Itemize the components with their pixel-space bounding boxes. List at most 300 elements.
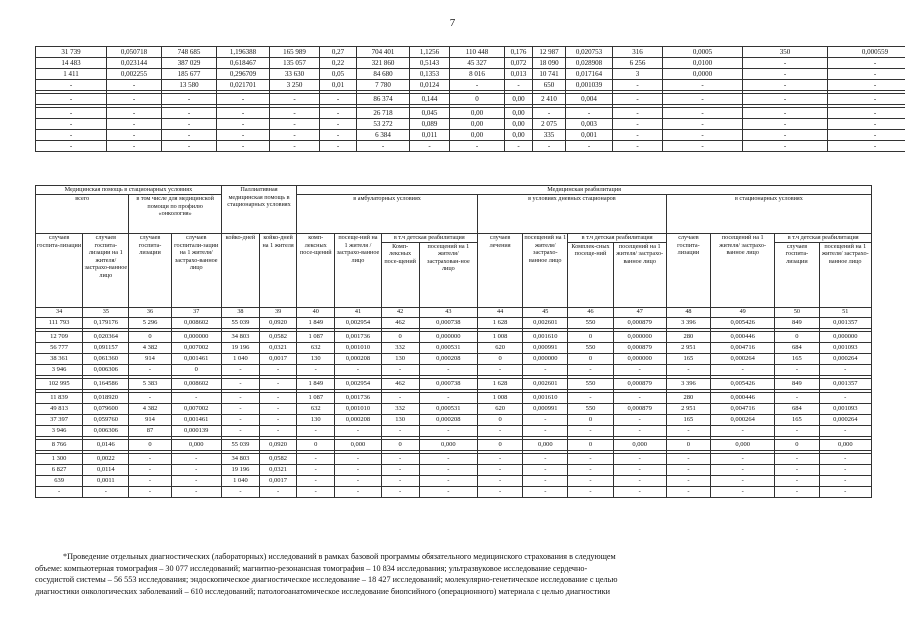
table-cell: -	[775, 453, 819, 464]
table-cell: 0,296709	[217, 69, 270, 80]
table-cell: 0,00	[505, 94, 533, 105]
table-cell: 0,5143	[410, 58, 450, 69]
table-cell: -	[505, 141, 533, 152]
table-cell: 0,000000	[419, 331, 477, 342]
table-cell: -	[270, 130, 320, 141]
table-row	[36, 130, 905, 141]
table-cell: 0,000531	[419, 342, 477, 353]
table-cell: -	[523, 453, 568, 464]
table-cell: 0,000446	[711, 392, 775, 403]
table-cell: -	[666, 464, 710, 475]
table-cell: 0,002954	[335, 378, 381, 389]
table-cell: -	[477, 364, 522, 375]
table-cell: 321 860	[357, 58, 410, 69]
table-cell: -	[613, 364, 666, 375]
table-cell: 0,0582	[260, 453, 297, 464]
table-cell: 1 300	[36, 453, 83, 464]
table-cell: 0,001039	[566, 80, 613, 91]
table-cell: -	[666, 475, 710, 486]
column-number: 45	[523, 307, 568, 317]
table-cell: -	[335, 364, 381, 375]
table-cell: 0,1353	[410, 69, 450, 80]
table-row	[36, 464, 872, 475]
table-cell: 0,001093	[819, 403, 871, 414]
table-cell: 33 630	[270, 69, 320, 80]
table-cell: -	[320, 130, 357, 141]
table-cell: 387 029	[162, 58, 217, 69]
table-cell: -	[743, 108, 828, 119]
table-cell: 0,00	[505, 108, 533, 119]
table-cell: 0,176	[505, 47, 533, 58]
table-cell: -	[297, 475, 335, 486]
table-cell: 316	[613, 47, 663, 58]
table-cell: 0,000531	[419, 403, 477, 414]
table-cell: -	[217, 130, 270, 141]
table-cell: 6 384	[357, 130, 410, 141]
table-cell: -	[566, 141, 613, 152]
table-row	[36, 80, 905, 91]
table-cell: 0,000	[419, 439, 477, 450]
table-cell: 0,000	[819, 439, 871, 450]
table-cell: 18 090	[533, 58, 566, 69]
table-cell: 0	[297, 439, 335, 450]
column-number-row	[36, 307, 872, 317]
table-cell: -	[260, 403, 297, 414]
table-cell: -	[297, 425, 335, 436]
column-number: 50	[775, 307, 819, 317]
table-cell: 1,196388	[217, 47, 270, 58]
table-cell: 87	[129, 425, 171, 436]
table-cell: 1 040	[221, 353, 259, 364]
table-cell: 0,011	[410, 130, 450, 141]
table-cell: -	[419, 425, 477, 436]
table-cell: 1 411	[36, 69, 107, 80]
table-row	[36, 364, 872, 375]
table-cell: 185 677	[162, 69, 217, 80]
table-cell: 6 256	[613, 58, 663, 69]
table-cell: 0,001461	[171, 414, 221, 425]
table-cell: 26 718	[357, 108, 410, 119]
table-cell: -	[775, 475, 819, 486]
table-cell: -	[162, 108, 217, 119]
table-cell: -	[260, 364, 297, 375]
table-row	[36, 425, 872, 436]
table-row	[36, 58, 905, 69]
table-row	[36, 342, 872, 353]
table-row	[36, 439, 872, 450]
column-number: 49	[711, 307, 775, 317]
table-cell: -	[711, 486, 775, 497]
table-cell: -	[477, 425, 522, 436]
table-cell: -	[477, 464, 522, 475]
table-cell: 130	[381, 414, 419, 425]
table-cell: 0,006306	[83, 425, 129, 436]
table-cell: 280	[666, 331, 710, 342]
table-cell: -	[613, 425, 666, 436]
table-cell: 0	[171, 364, 221, 375]
table-cell: -	[297, 453, 335, 464]
table-cell: 0	[568, 414, 613, 425]
table-row	[36, 403, 872, 414]
table-cell: -	[505, 80, 533, 91]
table-cell: -	[523, 364, 568, 375]
table-cell: 0,001610	[523, 392, 568, 403]
table-row	[36, 94, 905, 105]
table-cell: 19 196	[221, 342, 259, 353]
table-cell: 0,023144	[107, 58, 162, 69]
table-cell: -	[217, 94, 270, 105]
table-cell: 914	[129, 414, 171, 425]
table-row	[36, 331, 872, 342]
table-cell: -	[663, 94, 743, 105]
table-cell: 0,27	[320, 47, 357, 58]
table-cell: 0,000991	[523, 403, 568, 414]
table-cell: 0,001093	[819, 342, 871, 353]
table-cell: -	[335, 486, 381, 497]
table-cell: 0,008602	[171, 317, 221, 328]
table-cell: -	[36, 80, 107, 91]
page-number: 7	[449, 17, 456, 29]
col-header: случаев госпита-лизации	[775, 242, 819, 307]
column-number: 48	[666, 307, 710, 317]
table-cell: -	[568, 425, 613, 436]
table-cell: -	[666, 453, 710, 464]
table-cell: 0,008602	[171, 378, 221, 389]
table-cell: 2 075	[533, 119, 566, 130]
table-cell: -	[129, 392, 171, 403]
table-cell: -	[335, 425, 381, 436]
table-cell: 0,006306	[83, 364, 129, 375]
table-cell: 130	[381, 353, 419, 364]
table-row	[36, 108, 905, 119]
table-cell: -	[775, 486, 819, 497]
table-cell: 280	[666, 392, 710, 403]
table-cell: -	[523, 475, 568, 486]
table-cell: -	[666, 364, 710, 375]
col-header: Комп-лексных посе-щений	[381, 242, 419, 307]
table-cell: 0,0321	[260, 342, 297, 353]
table-cell: -	[743, 94, 828, 105]
footnote-line: объеме: компьютерная томография – 30 077 исследований; магнитно-резонансная томография – 10 834 исследования; ультразвуковое исследование сердечно-	[35, 563, 588, 573]
table-cell: 0,000264	[819, 414, 871, 425]
table-cell: -	[663, 130, 743, 141]
table-cell: -	[221, 364, 259, 375]
table-cell: -	[410, 141, 450, 152]
table-row	[36, 486, 872, 497]
table-row	[36, 47, 905, 58]
col-header: койко-дней	[221, 234, 259, 308]
table-cell: -	[221, 378, 259, 389]
column-number: 36	[129, 307, 171, 317]
table-cell: -	[819, 453, 871, 464]
table-cell: -	[217, 108, 270, 119]
table-cell: 0,0920	[260, 317, 297, 328]
table-cell: 1 040	[221, 475, 259, 486]
table-cell: 335	[533, 130, 566, 141]
table-cell: 165	[775, 353, 819, 364]
table-cell: 0,017164	[566, 69, 613, 80]
table-cell: 0,0005	[663, 47, 743, 58]
table-cell: -	[419, 364, 477, 375]
table-cell: 0,01	[320, 80, 357, 91]
table-row	[36, 392, 872, 403]
table-cell: 748 685	[162, 47, 217, 58]
table-cell: 0,000000	[523, 353, 568, 364]
table-cell: 0,050718	[107, 47, 162, 58]
table-cell: -	[221, 425, 259, 436]
footnote-line: диагностики онкологических заболеваний – 610 исследований; патологоанатомическое исследование биопсийного (операционного) материала с целью диагностики	[35, 586, 610, 596]
table-cell: 11 839	[36, 392, 83, 403]
table-cell: -	[568, 364, 613, 375]
col-header: койко-дней на 1 жителя	[260, 234, 297, 308]
table-cell: 462	[381, 317, 419, 328]
col-header: в т.ч детская реабилитация	[381, 234, 477, 243]
table-cell: -	[613, 130, 663, 141]
table-cell: 0,0100	[663, 58, 743, 69]
table-cell: -	[568, 486, 613, 497]
table-cell: 10 741	[533, 69, 566, 80]
table-cell: -	[36, 130, 107, 141]
bottom-data-table	[35, 185, 872, 498]
table-cell: 31 739	[36, 47, 107, 58]
table-cell: 550	[568, 403, 613, 414]
table-cell: -	[221, 486, 259, 497]
table-cell: -	[320, 94, 357, 105]
table-cell: -	[107, 94, 162, 105]
table-cell: 55 039	[221, 317, 259, 328]
table-cell: 0,00	[450, 108, 505, 119]
table-cell: 914	[129, 353, 171, 364]
table-cell: 0,164586	[83, 378, 129, 389]
table-row	[36, 378, 872, 389]
table-cell: -	[743, 130, 828, 141]
col-header: случаев госпита-лизации	[36, 234, 83, 308]
table-cell: -	[171, 453, 221, 464]
table-cell: 0,001	[566, 130, 613, 141]
table-cell: -	[533, 108, 566, 119]
table-cell: 332	[381, 403, 419, 414]
header-stationary: в стационарных условиях	[666, 195, 871, 234]
table-cell: -	[663, 108, 743, 119]
table-cell: 0,013	[505, 69, 533, 80]
table-cell: -	[217, 141, 270, 152]
table-cell: -	[260, 392, 297, 403]
table-cell: 1,1256	[410, 47, 450, 58]
table-cell: -	[107, 119, 162, 130]
table-cell: 5 296	[129, 317, 171, 328]
table-cell: 0,0321	[260, 464, 297, 475]
table-row	[36, 453, 872, 464]
table-cell: 0,000264	[711, 353, 775, 364]
table-cell: 110 448	[450, 47, 505, 58]
table-cell: -	[819, 475, 871, 486]
table-cell: 3 396	[666, 378, 710, 389]
table-cell: -	[260, 414, 297, 425]
table-cell: -	[162, 141, 217, 152]
table-cell: -	[775, 425, 819, 436]
table-cell: 2 951	[666, 342, 710, 353]
table-cell: 639	[36, 475, 83, 486]
table-cell: -	[217, 119, 270, 130]
table-cell: -	[523, 425, 568, 436]
table-cell: -	[450, 80, 505, 91]
table-cell: -	[260, 378, 297, 389]
col-header: случаев госпитали-зации на 1 жителя/ застрахо-ванное лицо	[171, 234, 221, 308]
table-cell: 0,000559	[828, 47, 905, 58]
table-cell: 0,007002	[171, 403, 221, 414]
table-cell: 0,005426	[711, 378, 775, 389]
table-cell: -	[36, 119, 107, 130]
table-cell: -	[270, 94, 320, 105]
table-cell: 0,000	[711, 439, 775, 450]
col-header: посещений на 1 жителя/ застрахован-ное лицо	[419, 242, 477, 307]
table-cell: 0,000208	[419, 353, 477, 364]
table-cell: -	[566, 108, 613, 119]
table-cell: -	[819, 392, 871, 403]
column-number: 47	[613, 307, 666, 317]
table-cell: -	[743, 119, 828, 130]
table-cell: 0,000446	[711, 331, 775, 342]
table-cell: 0	[381, 439, 419, 450]
header-inpatient: Медицинская помощь в стационарных условиях	[36, 186, 222, 195]
table-cell: -	[743, 80, 828, 91]
table-cell: 0,00	[450, 119, 505, 130]
table-cell: 0,000	[613, 439, 666, 450]
table-cell: 0,000208	[335, 353, 381, 364]
table-cell: 6 827	[36, 464, 83, 475]
table-cell: 0,072	[505, 58, 533, 69]
table-cell: 0,0920	[260, 439, 297, 450]
table-cell: -	[129, 464, 171, 475]
col-header: случаев госпита-лизации на 1 жителя/ застрахо-ванное лицо	[83, 234, 129, 308]
table-cell: 13 580	[162, 80, 217, 91]
table-cell: 0	[381, 331, 419, 342]
column-number: 37	[171, 307, 221, 317]
table-cell: 0,002601	[523, 317, 568, 328]
table-cell: -	[419, 486, 477, 497]
table-cell: 0,179176	[83, 317, 129, 328]
table-cell: 0,22	[320, 58, 357, 69]
table-cell: 53 272	[357, 119, 410, 130]
table-cell: 8 016	[450, 69, 505, 80]
column-number: 40	[297, 307, 335, 317]
table-cell: -	[828, 119, 905, 130]
table-cell: 550	[568, 378, 613, 389]
table-cell: 0,018920	[83, 392, 129, 403]
table-cell: -	[381, 364, 419, 375]
table-cell: 0,059760	[83, 414, 129, 425]
table-cell: 0,005426	[711, 317, 775, 328]
col-header: посещений на 1 жителя/ застрахо-ванное лицо	[819, 242, 871, 307]
table-cell: 650	[533, 80, 566, 91]
table-cell: -	[613, 94, 663, 105]
table-cell: 0,001736	[335, 331, 381, 342]
table-cell: -	[477, 475, 522, 486]
table-cell: 0	[568, 353, 613, 364]
table-cell: -	[477, 453, 522, 464]
table-cell: 704 401	[357, 47, 410, 58]
table-cell: 0	[666, 439, 710, 450]
table-cell: -	[419, 453, 477, 464]
table-cell: -	[335, 453, 381, 464]
table-cell: -	[533, 141, 566, 152]
table-cell: 1 087	[297, 331, 335, 342]
table-cell: 0,002954	[335, 317, 381, 328]
table-cell: -	[107, 141, 162, 152]
table-cell: -	[828, 69, 905, 80]
table-cell: -	[613, 392, 666, 403]
table-cell: 7 780	[357, 80, 410, 91]
table-cell: 3 250	[270, 80, 320, 91]
header-total: всего	[36, 195, 129, 234]
table-cell: 3 946	[36, 364, 83, 375]
table-cell: 0,0124	[410, 80, 450, 91]
table-cell: -	[171, 475, 221, 486]
table-cell: -	[357, 141, 410, 152]
table-cell: -	[711, 453, 775, 464]
table-cell: 56 777	[36, 342, 83, 353]
table-cell: 684	[775, 403, 819, 414]
col-header: посещений на 1 жителя/ застрахо-ванное лицо	[523, 234, 568, 308]
table-row	[36, 141, 905, 152]
table-cell: -	[663, 80, 743, 91]
table-cell: -	[613, 475, 666, 486]
col-header: посещений на 1 жителя/ застрахо-ванное лицо	[711, 234, 775, 308]
table-cell: 38 361	[36, 353, 83, 364]
table-cell: 0,0582	[260, 331, 297, 342]
table-cell: 0,000208	[419, 414, 477, 425]
table-cell: -	[711, 475, 775, 486]
table-cell: 0,0146	[83, 439, 129, 450]
table-cell: 462	[381, 378, 419, 389]
header-rehabilitation: Медицинская реабилитация	[297, 186, 872, 195]
table-cell: 34 803	[221, 331, 259, 342]
table-cell: 849	[775, 378, 819, 389]
table-cell: -	[613, 80, 663, 91]
table-cell: -	[419, 475, 477, 486]
table-cell: 0,001610	[523, 331, 568, 342]
header-day-hospital: в условиях дневных стационаров	[477, 195, 666, 234]
table-cell: 1 087	[297, 392, 335, 403]
table-cell: 0,618467	[217, 58, 270, 69]
table-cell: 49 813	[36, 403, 83, 414]
table-cell: -	[320, 108, 357, 119]
table-cell: -	[129, 453, 171, 464]
column-number: 46	[568, 307, 613, 317]
table-cell: -	[381, 453, 419, 464]
table-cell: 0,00	[505, 119, 533, 130]
table-cell: -	[270, 108, 320, 119]
table-cell: -	[297, 486, 335, 497]
table-cell: 0,0011	[83, 475, 129, 486]
table-cell: -	[568, 464, 613, 475]
table-cell: 0,045	[410, 108, 450, 119]
table-cell: -	[221, 414, 259, 425]
table-cell: 0,000000	[613, 331, 666, 342]
table-cell: 34 803	[221, 453, 259, 464]
table-cell: 12 987	[533, 47, 566, 58]
table-cell: -	[477, 486, 522, 497]
footnote-line: сосудистой системы – 56 553 исследования; эндоскопическое диагностическое исследование – 18 427 исследований; молекулярно-генетическое исследование с целью	[35, 575, 618, 585]
table-cell: -	[162, 119, 217, 130]
table-cell: 3	[613, 69, 663, 80]
table-cell: 135 057	[270, 58, 320, 69]
col-header: в т.ч детская реабилитация	[568, 234, 666, 243]
table-cell: 0,000879	[613, 403, 666, 414]
table-cell: -	[613, 119, 663, 130]
table-cell: 0,002255	[107, 69, 162, 80]
table-cell: -	[260, 425, 297, 436]
